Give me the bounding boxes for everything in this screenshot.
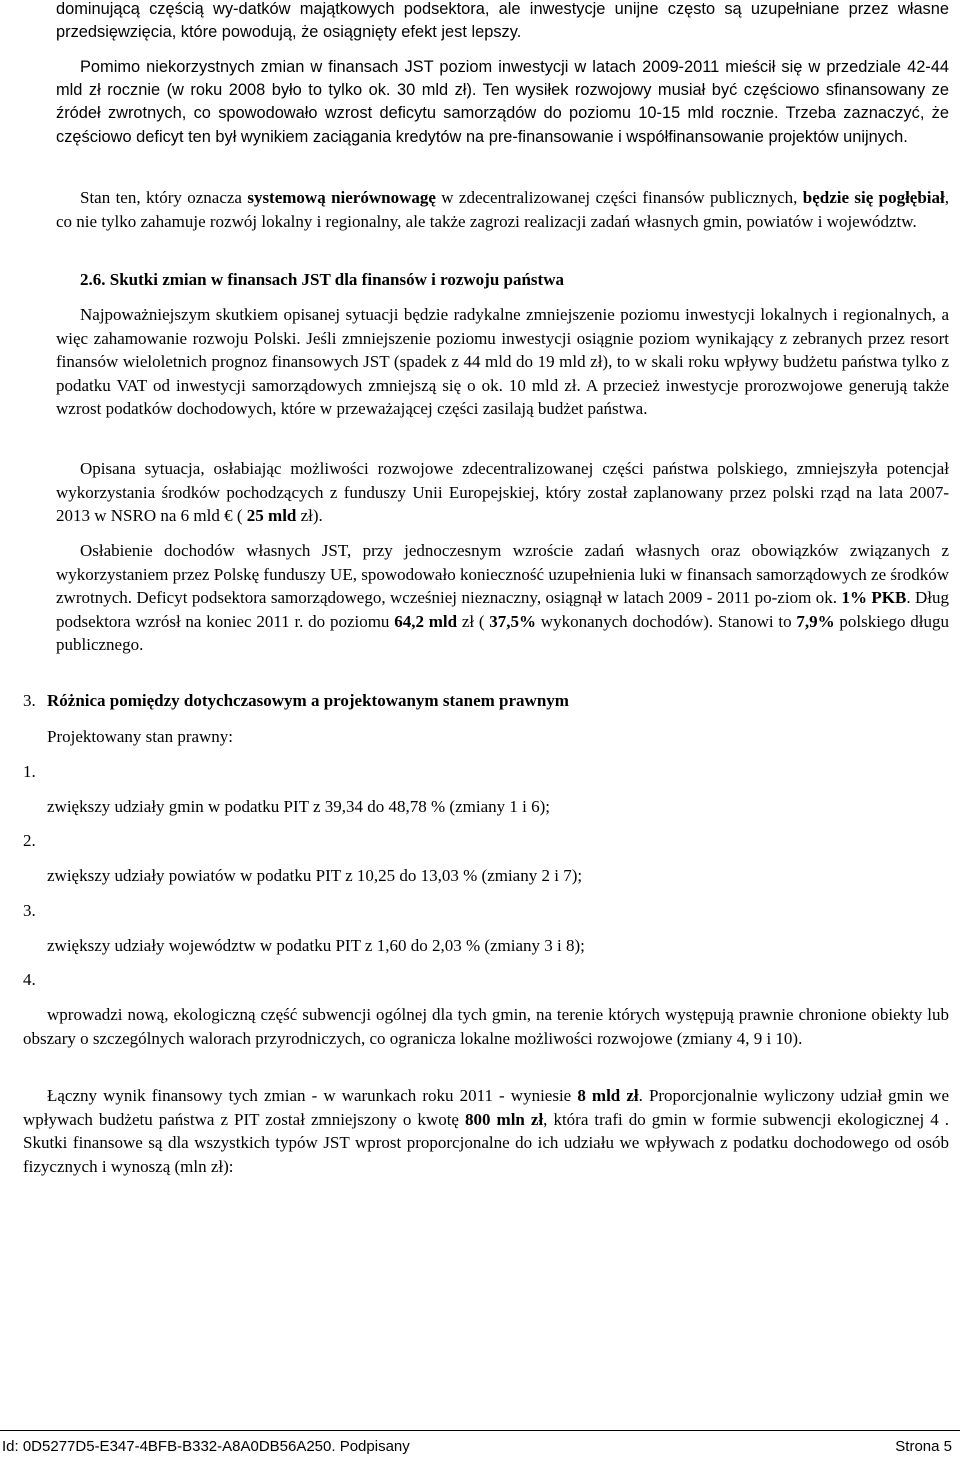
list-number-4: 4. [23,970,36,989]
list-number-2: 2. [23,831,36,850]
bold-37-5-pct: 37,5% [489,611,537,631]
list-number-3: 3. [23,901,36,920]
bold-7-9-pct: 7,9% [796,611,835,631]
section-heading-3: Różnica pomiędzy dotychczasowym a projektowanym stanem prawnym [47,691,569,710]
section-heading-2-6: 2.6. Skutki zmian w finansach JST dla finansów i rozwoju państwa [80,270,564,289]
bold-800-mln-zl: 800 mln zł [465,1109,544,1129]
paragraph-investment-level-b: Ten wysiłek rozwojowy musiał być częściowo sfinansowany ze źródeł zwrotnych, co spowodowało wzrost deficytu samorządów do poziomu 10-15 mld rocznie. [56,81,949,123]
footer-rule [0,1430,960,1431]
paragraph-ecological-subsidy: wprowadzi nową, ekologiczną część subwencji ogólnej dla tych gmin, na terenie których występują prawnie chronione obiekty lub obszary o szczególnych walorach przyrodniczych, co ogranicza lokalne możliwości rozwojowe (zmiany 4, 9 i 10). [23,1005,949,1048]
paragraph-consequences [56,303,949,421]
paragraph-systemic-imbalance [56,186,949,233]
paragraph-investment-level-c: Trzeba zaznaczyć, że częściowo deficyt ten był wynikiem zaciągania kredytów na pre-finansowanie i współfinansowanie projektów unijnych. [56,104,949,146]
bold-64-2-mld: 64,2 mld [394,611,458,631]
list-number-1: 1. [23,762,36,781]
text-run: Osłabienie dochodów własnych JST, przy jednoczesnym wzroście zadań własnych oraz obowiązków związanych z wykorzystaniem przez Polskę funduszy UE, spowodowało konieczność uzupełnienia luki w finansach samorządowych ze środków zwrotnych. Deficyt podsektora samorządowego, wcześniej nieznaczny, osiągnął w latach 2009 - 2011 po-ziom ok. [56,541,949,608]
bold-1-pct-gdp: 1% PKB [841,588,907,608]
paragraph-investment-level-a: Pomimo niekorzystnych zmian w finansach JST poziom inwestycji w latach 2009-2011 mieścił się w przedziale 42-44 mld zł rocznie (w roku 2008 było to tylko ok. 30 mld zł). [56,58,949,100]
paragraph-investment-level [56,56,949,149]
text-run: Opisana sytuacja, osłabiając możliwości rozwojowe zdecentralizowanej części państwa polskiego, zmniejszyła potencjał wykorzystania środków pochodzących z funduszy Unii Europejskiej, który został zaplanowany przez polski rząd na lata 2007-2013 w NSRO na 6 mld € ( [56,459,949,526]
text-run: , co nie tylko zahamuje rozwój lokalny i regionalny, ale także zagrozi realizacji zadań własnych gmin, powiatów i województw. [56,188,950,231]
paragraph-eu-funds [56,457,949,528]
footer-document-id: Id: 0D5277D5-E347-4BFB-B332-A8A0DB56A250. Podpisany [2,1438,410,1455]
text-run: polskiego długu publicznego. [56,611,949,655]
paragraph-financial-result [23,1084,949,1178]
text-run: Najpoważniejszym skutkiem opisanej sytuacji będzie radykalne zmniejszenie poziomu inwestycji lokalnych i regionalnych, a więc zahamowanie rozwoju Polski. [56,305,949,348]
paragraph-weakened-income [56,539,949,657]
text-run: . Dług podsektora wzrósł na koniec 2011 r. do poziomu [56,588,950,631]
text-run: zł). [296,506,323,526]
list-item-3: zwiększy udziały województw w podatku PIT z 1,60 do 2,03 % (zmiany 3 i 8); [47,936,585,955]
list-item-1: zwiększy udziały gmin w podatku PIT z 39,34 do 48,78 % (zmiany 1 i 6); [47,797,550,816]
text-run: wykonanych dochodów). Stanowi to [536,611,797,631]
text-run: zł ( [457,611,490,631]
bold-will-deepen: będzie się pogłębiał [802,188,945,207]
bold-systemic-imbalance: systemową nierównowagę [247,188,436,207]
footer-page-number: Strona 5 [895,1438,952,1455]
text-run: . Proporcjonalnie wyliczony udział gmin we wpływach budżetu państwa z PIT został zmniejszony o kwotę [23,1086,949,1129]
text-run: , która trafi do gmin w formie subwencji ekologicznej 4 . Skutki finansowe są dla wszystkich typów JST wprost proporcjonalne do ich udziału we wpływach z podatku dochodowego od osób fizycznych i wynoszą (mln zł): [23,1109,950,1176]
text-run: Stan ten, który oznacza [80,188,248,207]
bold-25-mld: 25 mld [246,506,297,526]
projected-state-label: Projektowany stan prawny: [47,727,234,746]
text-run: Jeśli zmniejszenie poziomu inwestycji osiągnie poziom wynikający z zebranych przez resort finansów wieloletnich prognoz finansowych JST (spadek z 44 mld do 19 mld zł), to w skali roku wpływy budżetu państwa tylko z podatku VAT od inwestycji samorządowych zmniejszą się o ok. 10 mld zł. [56,328,949,395]
text-run: A przecież inwestycje prorozwojowe generują także wzrost podatków dochodowych, które w przeważającej części zasilają budżet państwa. [56,375,950,419]
paragraph-investments-continuation: dominującą częścią wy-datków majątkowych podsektora, ale inwestycje unijne często są uzupełniane przez własne przedsięwzięcia, które powodują, że osiągnięty efekt jest lepszy. [56,0,949,42]
text-run: w zdecentralizowanej części finansów publicznych, [435,188,803,207]
section-heading-3-number: 3. [23,691,36,710]
bold-8-mld-zl: 8 mld zł [577,1086,639,1105]
list-item-2: zwiększy udziały powiatów w podatku PIT z 10,25 do 13,03 % (zmiany 2 i 7); [47,866,583,885]
text-run: Łączny wynik finansowy tych zmian - w warunkach roku 2011 - wyniesie [47,1086,578,1105]
